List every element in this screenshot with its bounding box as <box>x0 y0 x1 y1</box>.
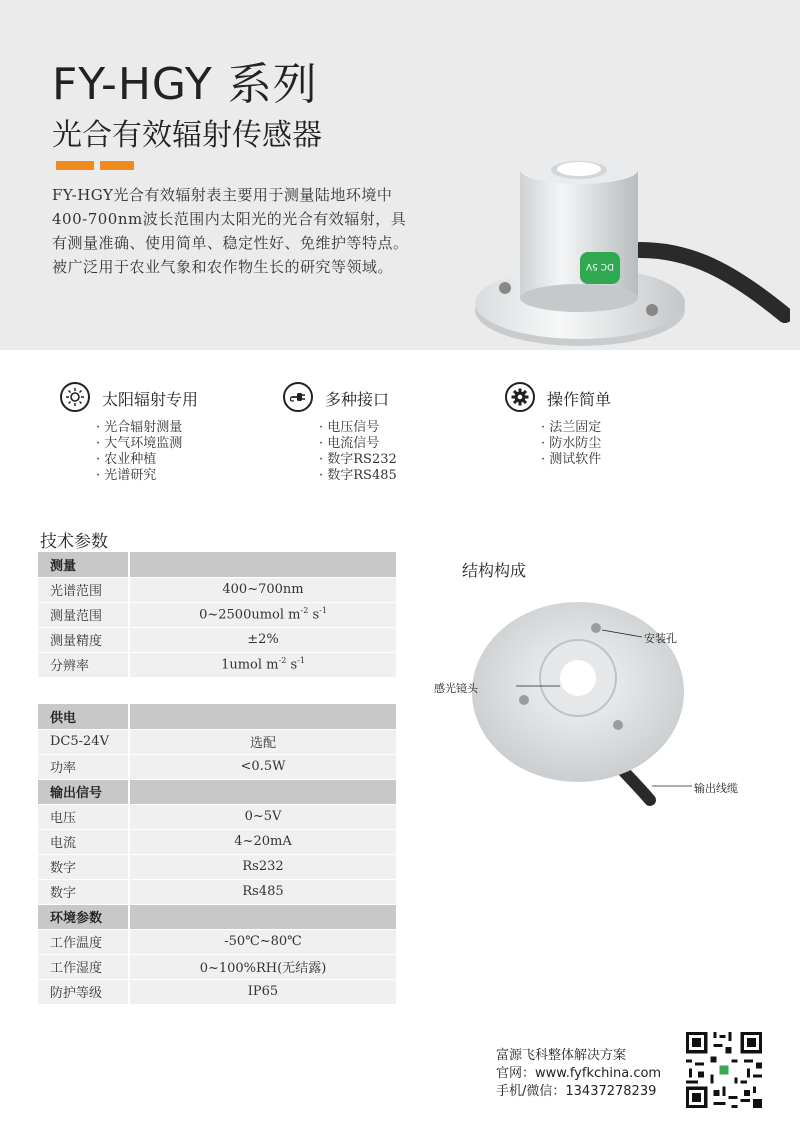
table-row <box>38 979 396 1004</box>
feature-list <box>319 420 397 484</box>
table-header <box>38 552 396 577</box>
feature-list <box>541 420 601 468</box>
param-value: ±2% <box>129 627 396 652</box>
param-label: 防护等级 <box>38 979 129 1004</box>
callout-lens: 感光镜头 <box>434 682 478 695</box>
page-title: FY-HGY 系列 <box>52 59 318 110</box>
table-row <box>38 879 396 904</box>
table-row <box>38 954 396 979</box>
list-item: · 光合辐射测量 <box>96 420 182 436</box>
table-row <box>38 754 396 779</box>
contact-block <box>496 1047 661 1101</box>
list-item: · 数字RS232 <box>319 452 397 468</box>
table-row <box>38 929 396 954</box>
table-row <box>38 829 396 854</box>
table-header <box>38 904 396 929</box>
param-value: 4~20mA <box>129 829 396 854</box>
param-value: Rs485 <box>129 879 396 904</box>
list-item: · 测试软件 <box>541 452 601 468</box>
list-item: · 防水防尘 <box>541 436 601 452</box>
table-section-label: 输出信号 <box>38 779 129 804</box>
table-section-label: 供电 <box>38 704 129 729</box>
param-label: 测量范围 <box>38 602 129 627</box>
list-item: · 电流信号 <box>319 436 397 452</box>
param-label: 功率 <box>38 754 129 779</box>
param-label: 电流 <box>38 829 129 854</box>
website[interactable]: 官网：www.fyfkchina.com <box>496 1066 662 1081</box>
param-value: 400~700nm <box>129 577 396 602</box>
table-header <box>38 779 396 804</box>
table-row <box>38 602 396 627</box>
param-label: 数字 <box>38 854 129 879</box>
table-row <box>38 804 396 829</box>
table-header <box>38 704 396 729</box>
accent-bar <box>56 161 94 170</box>
accent-bar <box>100 161 134 170</box>
callout-cable: 输出线缆 <box>694 782 738 795</box>
param-value: 0~2500umol $m^{-2}$ $s^{-1}$ <box>129 602 396 627</box>
param-value: <0.5W <box>129 754 396 779</box>
param-value: 选配 <box>129 729 396 754</box>
param-label: 工作湿度 <box>38 954 129 979</box>
phone: 手机/微信：13437278239 <box>496 1084 657 1099</box>
param-label: 光谱范围 <box>38 577 129 602</box>
list-item: · 光谱研究 <box>96 468 182 484</box>
specs-title: 技术参数 <box>40 532 108 552</box>
table-row <box>38 577 396 602</box>
sensor-product-image <box>430 140 790 360</box>
sun-icon <box>60 382 90 412</box>
feature-title: 操作简单 <box>547 390 612 409</box>
param-value: Rs232 <box>129 854 396 879</box>
power-output-env-table <box>38 704 396 1005</box>
gear-icon <box>505 382 535 412</box>
feature-title: 太阳辐射专用 <box>102 390 199 409</box>
param-label: 工作温度 <box>38 929 129 954</box>
company-name: 富源飞科整体解决方案 <box>496 1048 627 1063</box>
callout-mounting-hole: 安装孔 <box>644 632 677 645</box>
param-label: DC5-24V <box>38 729 129 754</box>
list-item: · 大气环境监测 <box>96 436 182 452</box>
page-subtitle: 光合有效辐射传感器 <box>52 118 322 153</box>
table-row <box>38 627 396 652</box>
param-value: IP65 <box>129 979 396 1004</box>
param-value: 1umol $m^{-2}$ $s^{-1}$ <box>129 652 396 677</box>
table-section-label: 环境参数 <box>38 904 129 929</box>
list-item: · 农业种植 <box>96 452 182 468</box>
list-item: · 电压信号 <box>319 420 397 436</box>
list-item: · 法兰固定 <box>541 420 601 436</box>
param-label: 电压 <box>38 804 129 829</box>
param-label: 测量精度 <box>38 627 129 652</box>
param-value: 0~100%RH(无结露) <box>129 954 396 979</box>
param-label: 分辨率 <box>38 652 129 677</box>
param-value: -50℃~80℃ <box>129 929 396 954</box>
measure-table <box>38 552 396 678</box>
plug-icon <box>283 382 313 412</box>
feature-list <box>96 420 182 484</box>
sensor-label: DC 5V <box>586 261 614 271</box>
table-row <box>38 854 396 879</box>
table-row <box>38 729 396 754</box>
intro-paragraph: FY-HGY光合有效辐射表主要用于测量陆地环境中400-700nm波长范围内太阳光的光合有效辐射，具有测量准确、使用简单、稳定性好、免维护等特点。被广泛用于农业气象和农作物生长的研究等领域。 <box>52 186 409 276</box>
param-label: 数字 <box>38 879 129 904</box>
table-row <box>38 652 396 677</box>
qr-code-icon <box>686 1032 762 1108</box>
feature-title: 多种接口 <box>325 390 390 409</box>
structure-title: 结构构成 <box>462 561 527 580</box>
list-item: · 数字RS485 <box>319 468 397 484</box>
param-value: 0~5V <box>129 804 396 829</box>
table-section-label: 测量 <box>38 552 129 577</box>
